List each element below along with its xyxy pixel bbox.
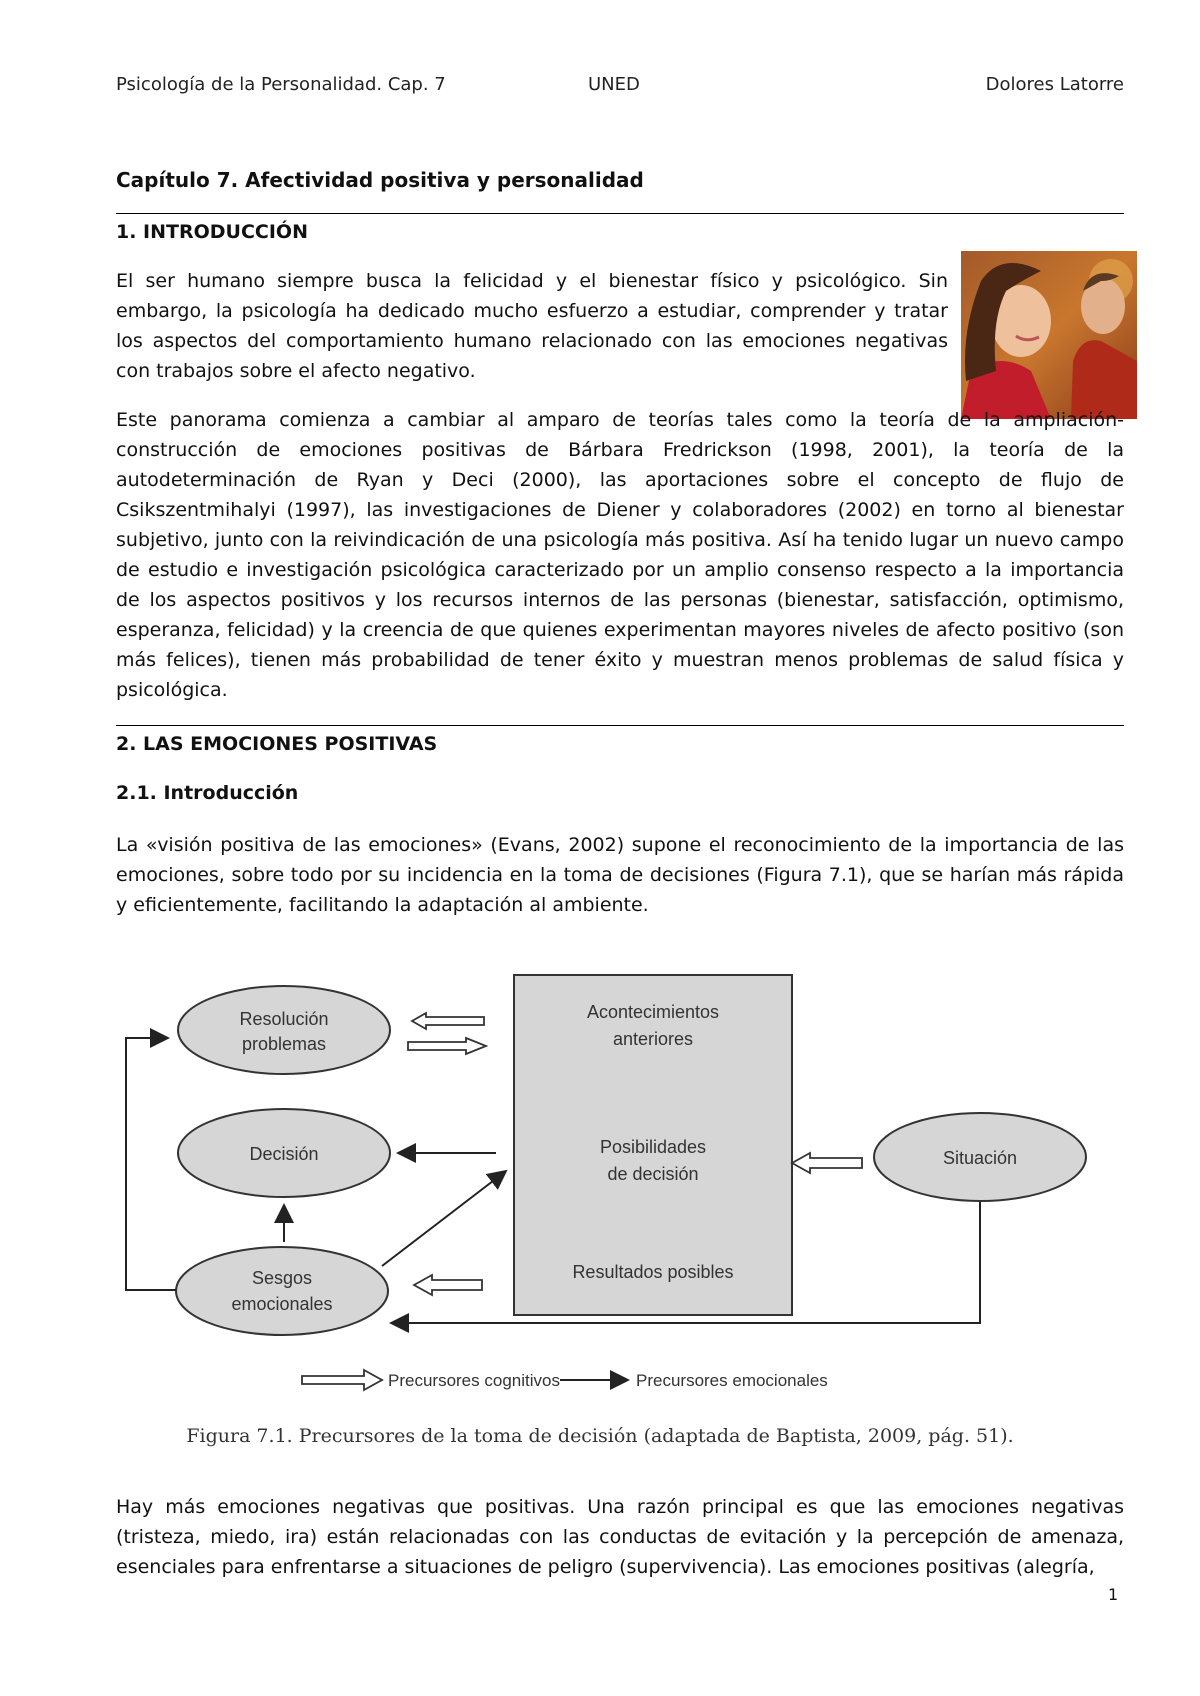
section2-paragraph-1: La «visión positiva de las emociones» (Evans, 2002) supone el reconocimiento de la importancia de las emociones, sobre todo por su incidencia en la toma de decisiones (Figura 7.1), que se harían más rápida y eficientemente, facilitando la adaptación al ambiente. bbox=[116, 834, 1124, 916]
section1-heading: 1. INTRODUCCIÓN bbox=[116, 221, 308, 243]
box-item-2-line2: de decisión bbox=[607, 1164, 699, 1184]
box-item-3: Resultados posibles bbox=[572, 1262, 734, 1282]
section2-subheading: 2.1. Introducción bbox=[116, 782, 299, 804]
box-item-1-line1: Acontecimientos bbox=[586, 1002, 720, 1022]
section-divider bbox=[116, 725, 1124, 726]
legend-emotional: Precursores emocionales bbox=[636, 1371, 828, 1390]
decision-precursors-diagram bbox=[116, 960, 1096, 1400]
box-item-1-line2: anteriores bbox=[612, 1029, 694, 1049]
page-number: 1 bbox=[1108, 1585, 1119, 1604]
section1-paragraph-2: Este panorama comienza a cambiar al amparo de teorías tales como la teoría de la ampliación-construcción de emociones positivas de Bárbara Fredrickson (1998, 2001), la teoría de la autodeterminación de Ryan y Deci (2000), las aportaciones sobre el concepto de flujo de Csikszentmihalyi (1997), las investigaciones de Diener y colaboradores (2002) en torno al bienestar subjetivo, junto con la reivindicación de una psicología más positiva. Así ha tenido lugar un nuevo campo de estudio e investigación psicológica caracterizado por un amplio consenso respecto a la importancia de los aspectos positivos y los recursos internos de las personas (bienestar, satisfacción, optimismo, esperanza, felicidad) y la creencia de que quienes experimentan mayores niveles de afecto positivo (son más felices), tienen más probabilidad de tener éxito y muestran menos problemas de salud física y psicológica. bbox=[116, 409, 1124, 701]
header-right: Dolores Latorre bbox=[985, 74, 1124, 95]
resolucion-label-1: Resolución bbox=[239, 1009, 329, 1029]
situacion-label: Situación bbox=[942, 1148, 1018, 1168]
section1-paragraph-1: El ser humano siempre busca la felicidad y el bienestar físico y psicológico. Sin embargo, la psicología ha dedicado mucho esfuerzo a estudiar, comprender y tratar los aspectos del comportamiento humano relacionado con las emociones negativas con trabajos sobre el afecto negativo. bbox=[116, 270, 948, 382]
figure-caption: Figura 7.1. Precursores de la toma de decisión (adaptada de Baptista, 2009, pág. 51). bbox=[186, 1425, 1014, 1447]
header-left: Psicología de la Personalidad. Cap. 7 bbox=[116, 74, 446, 95]
legend-cognitive: Precursores cognitivos bbox=[388, 1371, 560, 1390]
sesgos-label-2: emocionales bbox=[231, 1294, 333, 1314]
resolucion-label-2: problemas bbox=[241, 1034, 327, 1054]
sesgos-label-1: Sesgos bbox=[251, 1268, 313, 1288]
section2-heading: 2. LAS EMOCIONES POSITIVAS bbox=[116, 733, 438, 755]
sesgos-node bbox=[176, 1247, 388, 1335]
decision-label: Decisión bbox=[249, 1144, 319, 1164]
chapter-title: Capítulo 7. Afectividad positiva y personalidad bbox=[116, 168, 644, 192]
header-center: UNED bbox=[588, 74, 640, 95]
resolucion-node bbox=[178, 986, 390, 1074]
smiling-people-photo bbox=[961, 251, 1137, 419]
section2-paragraph-2: Hay más emociones negativas que positivas. Una razón principal es que las emociones negativas (tristeza, miedo, ira) están relacionadas con las conductas de evitación y la percepción de amenaza, esenciales para enfrentarse a situaciones de peligro (supervivencia). Las emociones positivas (alegría, bbox=[116, 1496, 1124, 1578]
title-divider bbox=[116, 213, 1124, 214]
box-item-2-line1: Posibilidades bbox=[599, 1137, 707, 1157]
